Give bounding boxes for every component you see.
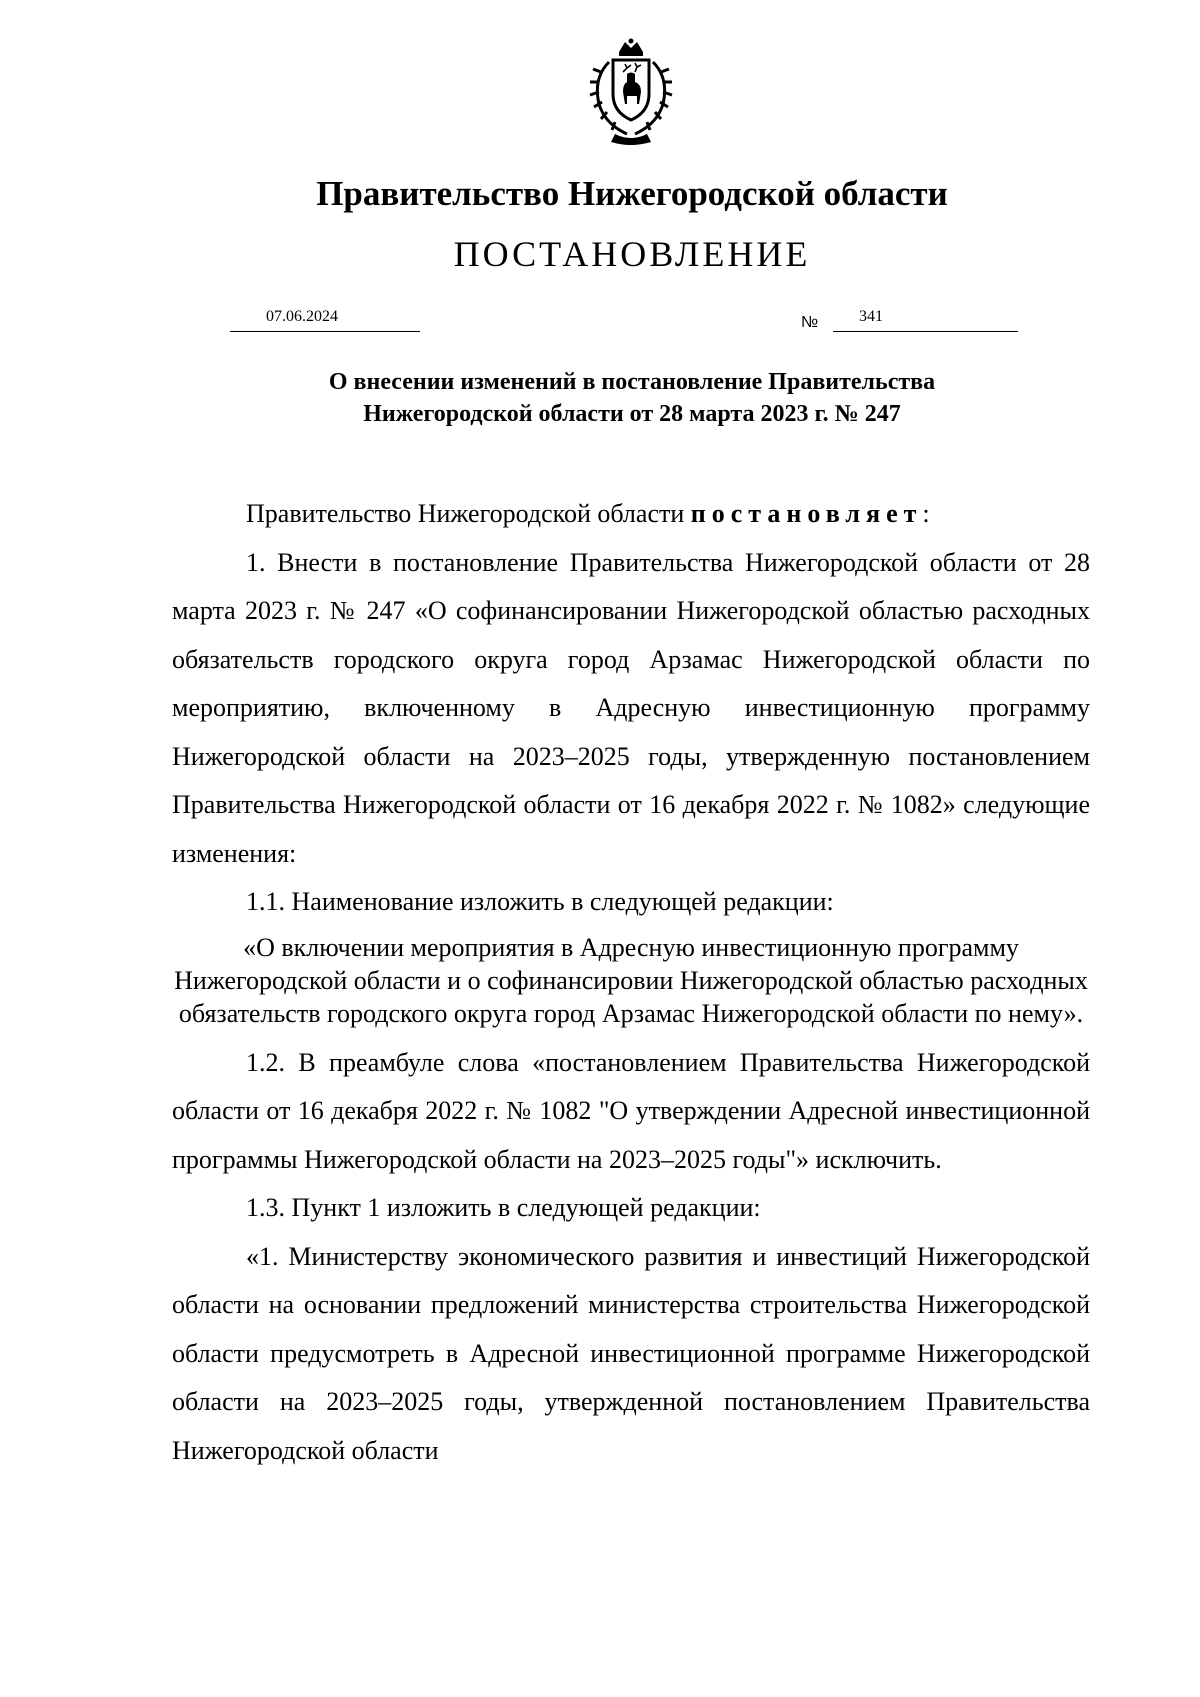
- number-field: [833, 307, 1018, 332]
- document-subject: [170, 366, 1094, 430]
- preamble-text: Правительство Нижегородской области: [246, 499, 691, 528]
- paragraph-1-3: 1.3. Пункт 1 изложить в следующей редакции:: [246, 1193, 761, 1222]
- document-body: [172, 490, 1090, 1475]
- document-date: 07.06.2024: [266, 308, 338, 325]
- number-sign: №: [801, 314, 819, 331]
- document-type-title: ПОСТАНОВЛЕНИЕ: [453, 234, 811, 274]
- subject-line-1: О внесении изменений в постановление Правительства: [328, 369, 936, 395]
- preamble-paragraph: [172, 490, 1090, 539]
- new-title-quote: «О включении мероприятия в Адресную инвестиционную программу Нижегородской области и о софинансировии Нижегородской областью расходных обязательств городского округа город Арзамас Нижегородской области по нему».: [174, 932, 1088, 1028]
- date-field: [230, 307, 420, 332]
- preamble-colon: :: [922, 499, 930, 528]
- coat-of-arms-icon: [575, 38, 687, 150]
- paragraph-1-3-text: «1. Министерству экономического развития и инвестиций Нижегородской области на основании предложений министерства строительства Нижегородской области предусмотреть в Адресной инвестиционной программе Нижегородской области на 2023–2025 годы, утвержденной постановлением Правительства Нижегородской области: [172, 1241, 1090, 1465]
- subject-line-2: Нижегородской области от 28 марта 2023 г. № 247: [363, 401, 901, 427]
- document-number: 341: [859, 308, 883, 325]
- paragraph-1: 1. Внести в постановление Правительства Нижегородской области от 28 марта 2023 г. № 247 «О софинансировании Нижегородской областью расходных обязательств городского округа город Арзамас Нижегородской области по мероприятию, включенному в Адресную инвестиционную программу Нижегородской области на 2023–2025 годы, утвержденную постановлением Правительства Нижегородской области от 16 декабря 2022 г. № 1082» следующие изменения:: [172, 547, 1090, 868]
- paragraph-1-1: 1.1. Наименование изложить в следующей редакции:: [246, 887, 834, 916]
- preamble-decree-word: постановляет: [690, 499, 923, 528]
- organization-title: Правительство Нижегородской области: [316, 174, 948, 213]
- paragraph-1-2: 1.2. В преамбуле слова «постановлением Правительства Нижегородской области от 16 декабря 2022 г. № 1082 "О утверждении Адресной инвестиционной программы Нижегородской области на 2023–2025 годы"» исключить.: [172, 1047, 1090, 1174]
